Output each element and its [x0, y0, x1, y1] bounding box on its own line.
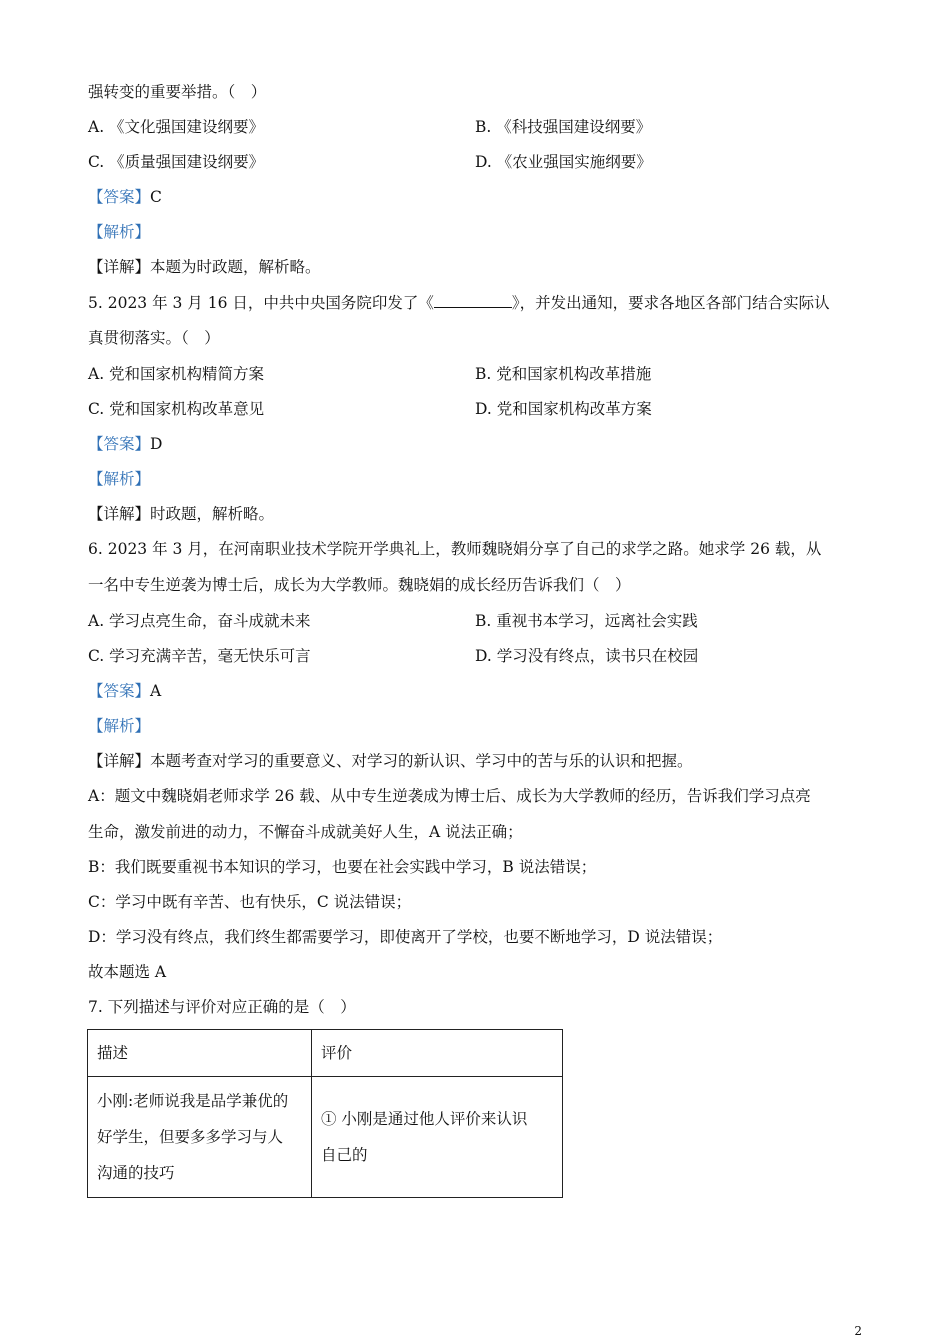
q5-answer	[88, 434, 162, 454]
q6-explain-a-line2: 生命，激发前进的动力，不懈奋斗成就美好人生，A 说法正确；	[88, 823, 523, 841]
q6-conclusion: 故本题选 A	[88, 963, 167, 981]
q5-stem-line2: 真贯彻落实。（ ）	[88, 329, 220, 347]
desc-line: 小刚:老师说我是品学兼优的	[97, 1092, 289, 1110]
q6-explain-a-line1: A：题文中魏晓娟老师求学 26 载、从中专生逆袭成为博士后、成长为大学教师的经历，告诉我们学习点亮	[88, 787, 811, 805]
q5-option-d: D. 党和国家机构改革方案	[475, 400, 652, 418]
q6-detail: 【详解】本题考查对学习的重要意义、对学习的新认识、学习中的苦与乐的认识和把握。	[88, 752, 693, 770]
q5-option-b: B. 党和国家机构改革措施	[475, 365, 652, 383]
q6-stem-line2: 一名中专生逆袭为博士后，成长为大学教师。魏晓娟的成长经历告诉我们（ ）	[88, 576, 631, 594]
answer-tag: 【答案】	[88, 682, 151, 700]
q4-option-d: D. 《农业强国实施纲要》	[475, 153, 652, 171]
answer-value: D	[150, 435, 163, 453]
table-header-eval: 评价	[312, 1030, 563, 1077]
desc-line: 沟通的技巧	[97, 1164, 175, 1182]
q5-option-c: C. 党和国家机构改革意见	[88, 400, 265, 418]
answer-tag: 【答案】	[88, 188, 151, 206]
q5-stem-line1	[88, 292, 830, 313]
page-number: 2	[854, 1324, 862, 1338]
q5-detail: 【详解】时政题，解析略。	[88, 505, 275, 523]
q7-table	[87, 1029, 563, 1198]
q7-stem: 7. 下列描述与评价对应正确的是（ ）	[88, 998, 356, 1016]
q4-stem-end: 强转变的重要举措。（ ）	[88, 83, 267, 101]
q6-explain-b: B：我们既要重视书本知识的学习，也要在社会实践中学习，B 说法错误；	[88, 858, 597, 876]
q6-stem-line1: 6. 2023 年 3 月，在河南职业技术学院开学典礼上，教师魏晓娟分享了自己的求学之路。她求学 26 载，从	[88, 540, 822, 558]
q5-analysis-tag: 【解析】	[88, 470, 151, 488]
q6-analysis-tag: 【解析】	[88, 717, 151, 735]
answer-value: A	[150, 682, 162, 700]
q6-explain-d: D：学习没有终点，我们终生都需要学习，即使离开了学校，也要不断地学习，D 说法错误；	[88, 928, 723, 946]
table-cell-desc	[88, 1077, 312, 1198]
q4-detail: 【详解】本题为时政题，解析略。	[88, 258, 321, 276]
table-row	[88, 1077, 563, 1198]
q6-option-d: D. 学习没有终点，读书只在校园	[475, 647, 699, 665]
q6-option-a: A. 学习点亮生命，奋斗成就未来	[88, 612, 311, 630]
desc-line: 好学生，但要多多学习与人	[97, 1128, 284, 1146]
answer-value: C	[150, 188, 162, 206]
q5-option-a: A. 党和国家机构精简方案	[88, 365, 265, 383]
table-header-row	[88, 1030, 563, 1077]
q4-option-c: C. 《质量强国建设纲要》	[88, 153, 265, 171]
q4-option-b: B. 《科技强国建设纲要》	[475, 118, 652, 136]
q5-fill-blank	[434, 292, 512, 308]
q6-option-c: C. 学习充满辛苦，毫无快乐可言	[88, 647, 311, 665]
q4-answer	[88, 187, 162, 207]
q6-answer	[88, 681, 161, 701]
q6-option-b: B. 重视书本学习，远离社会实践	[475, 612, 698, 630]
q6-explain-c: C：学习中既有辛苦、也有快乐，C 说法错误；	[88, 893, 412, 911]
q5-stem-b: 》，并发出通知，要求各地区各部门结合实际认	[511, 294, 830, 312]
eval-line: ① 小刚是通过他人评价来认识	[321, 1110, 528, 1128]
q4-option-a: A. 《文化强国建设纲要》	[88, 118, 265, 136]
table-header-desc: 描述	[88, 1030, 312, 1077]
table-cell-eval	[312, 1077, 563, 1198]
answer-tag: 【答案】	[88, 435, 151, 453]
q4-analysis-tag: 【解析】	[88, 223, 151, 241]
q5-stem-a: 5. 2023 年 3 月 16 日，中共中央国务院印发了《	[88, 294, 434, 312]
eval-line: 自己的	[321, 1146, 368, 1164]
